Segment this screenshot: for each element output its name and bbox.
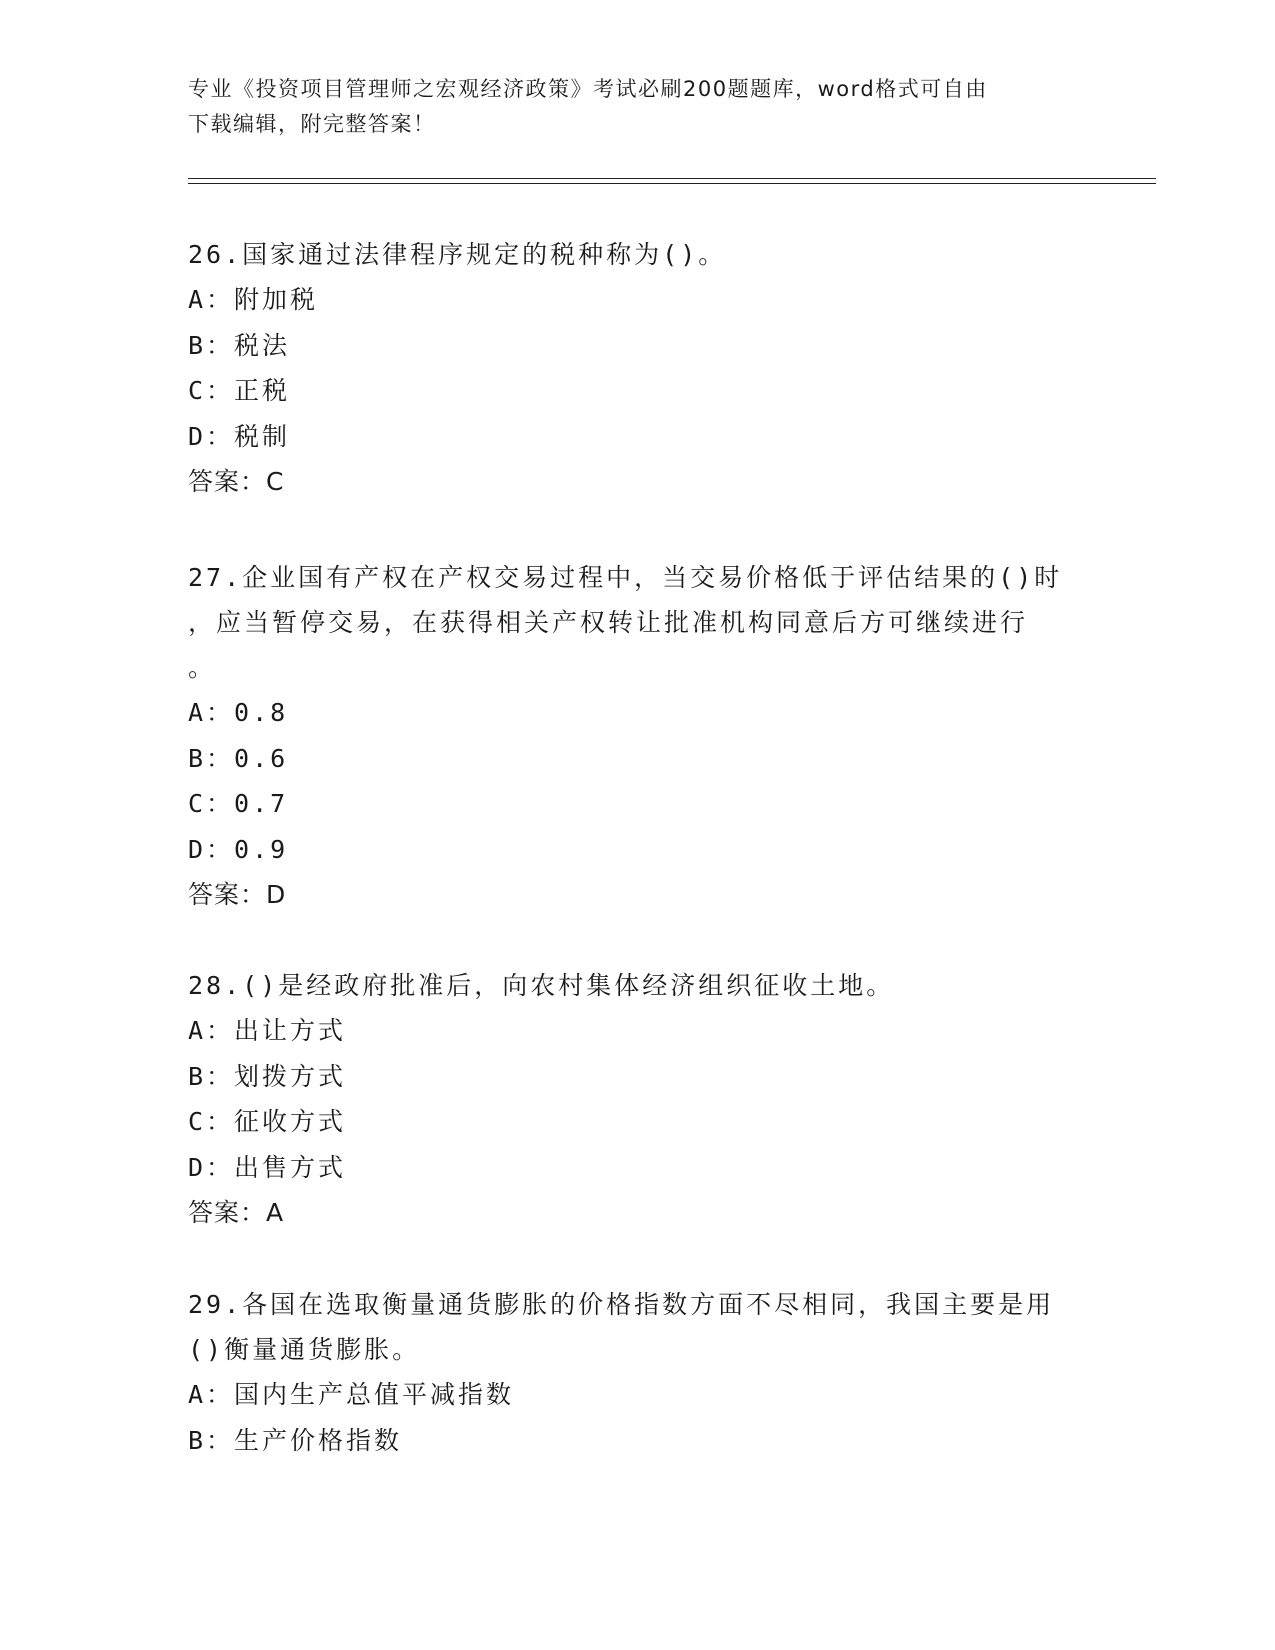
question-stem: 26.国家通过法律程序规定的税种称为()。 [188, 240, 727, 269]
answer: 答案：D [188, 880, 287, 909]
question-stem-line-1: 27.企业国有产权在产权交易过程中，当交易价格低于评估结果的()时 [188, 563, 1063, 592]
answer: 答案：C [188, 467, 285, 496]
option-a: A：出让方式 [188, 1016, 347, 1045]
question-stem: 28.()是经政府批准后，向农村集体经济组织征收土地。 [188, 971, 895, 1000]
question-29 [188, 1282, 1088, 1463]
question-stem-line-1: 29.各国在选取衡量通货膨胀的价格指数方面不尽相同，我国主要是用 [188, 1290, 1055, 1319]
answer: 答案：A [188, 1198, 285, 1227]
option-b: B：划拨方式 [188, 1061, 347, 1091]
option-a: A：附加税 [188, 285, 319, 314]
option-b: B：0.6 [188, 743, 289, 773]
header-divider-top [188, 178, 1156, 179]
option-d: D：出售方式 [188, 1152, 347, 1182]
option-d: D：税制 [188, 421, 291, 451]
option-b: B：税法 [188, 330, 291, 360]
question-26 [188, 232, 1088, 504]
document-header [188, 72, 1088, 142]
option-a: A：国内生产总值平减指数 [188, 1380, 515, 1409]
option-c: C：0.7 [188, 789, 289, 818]
option-c: C：征收方式 [188, 1107, 347, 1136]
question-27 [188, 555, 1088, 917]
question-stem-line-2: ()衡量通货膨胀。 [188, 1335, 421, 1364]
question-28 [188, 963, 1088, 1235]
header-divider-bottom [188, 183, 1156, 184]
option-d: D：0.9 [188, 834, 289, 864]
header-title-line-2: 下载编辑，附完整答案！ [188, 112, 436, 136]
option-a: A：0.8 [188, 698, 289, 727]
question-stem-line-3: 。 [188, 653, 217, 682]
header-title-line-1: 专业《投资项目管理师之宏观经济政策》考试必刷200题题库，word格式可自由 [188, 77, 988, 101]
option-c: C：正税 [188, 376, 291, 405]
option-b: B：生产价格指数 [188, 1425, 403, 1455]
question-stem-line-2: ，应当暂停交易，在获得相关产权转让批准机构同意后方可继续进行 [188, 608, 1029, 637]
